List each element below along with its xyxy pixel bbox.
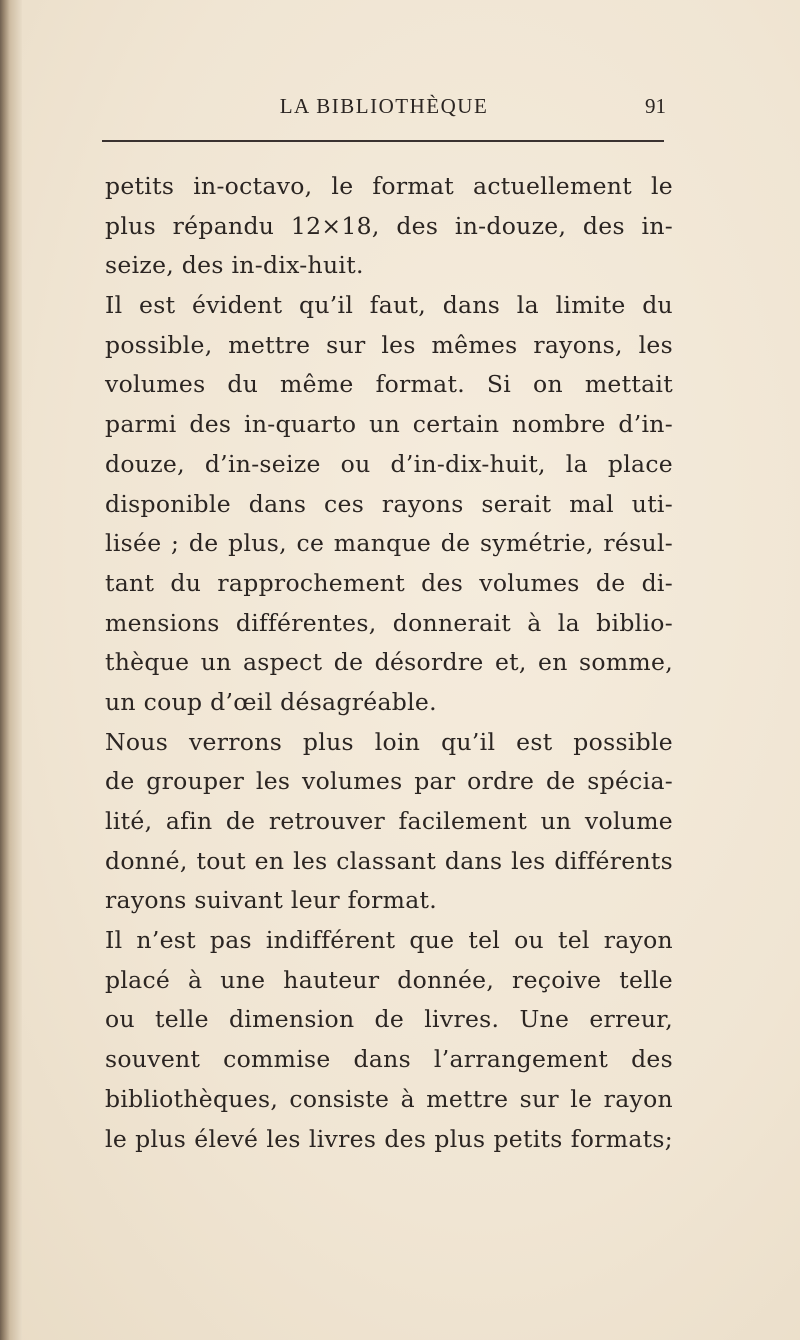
text-line: placé à une hauteur donnée, reçoive telle xyxy=(105,965,673,994)
text-line: un coup d’œil désagréable. xyxy=(105,687,437,716)
text-line: Nous verrons plus loin qu’il est possible xyxy=(105,727,673,756)
body-text xyxy=(105,167,673,1159)
text-line: douze, d’in-seize ou d’in-dix-huit, la place xyxy=(105,449,673,478)
text-line: seize, des in-dix-huit. xyxy=(105,251,364,280)
text-line: donné, tout en les classant dans les différents xyxy=(105,846,673,875)
page-number: 91 xyxy=(645,94,666,118)
text-line: rayons suivant leur format. xyxy=(105,886,438,915)
text-line: Il est évident qu’il faut, dans la limite du xyxy=(105,291,673,320)
text-line: Il n’est pas indifférent que tel ou tel rayon xyxy=(105,926,673,955)
text-line: bibliothèques, consiste à mettre sur le rayon xyxy=(105,1084,673,1113)
text-line: disponible dans ces rayons serait mal uti- xyxy=(105,489,673,518)
text-line: souvent commise dans l’arrangement des xyxy=(105,1045,673,1074)
text-line: possible, mettre sur les mêmes rayons, les xyxy=(105,330,673,359)
page-binding-edge xyxy=(0,0,22,1340)
text-line: de grouper les volumes par ordre de spécia- xyxy=(105,767,673,796)
header-rule xyxy=(102,140,664,142)
running-head xyxy=(102,92,666,122)
text-line: tant du rapprochement des volumes de di- xyxy=(105,568,673,597)
text-line: lisée ; de plus, ce manque de symétrie, résul- xyxy=(105,529,673,558)
text-line: petits in-octavo, le format actuellement le xyxy=(105,172,673,200)
text-line: volumes du même format. Si on mettait xyxy=(105,370,673,399)
text-line: ou telle dimension de livres. Une erreur, xyxy=(105,1005,673,1034)
text-line: plus répandu 12×18, des in-douze, des in- xyxy=(105,211,673,240)
text-line: thèque un aspect de désordre et, en somme, xyxy=(105,648,673,677)
text-line: mensions différentes, donnerait à la biblio- xyxy=(105,608,673,637)
text-line: parmi des in-quarto un certain nombre d’in- xyxy=(105,410,673,439)
text-line: lité, afin de retrouver facilement un volume xyxy=(105,807,673,835)
running-title: LA BIBLIOTHÈQUE xyxy=(279,94,489,118)
text-line: le plus élevé les livres des plus petits formats; xyxy=(105,1124,673,1153)
